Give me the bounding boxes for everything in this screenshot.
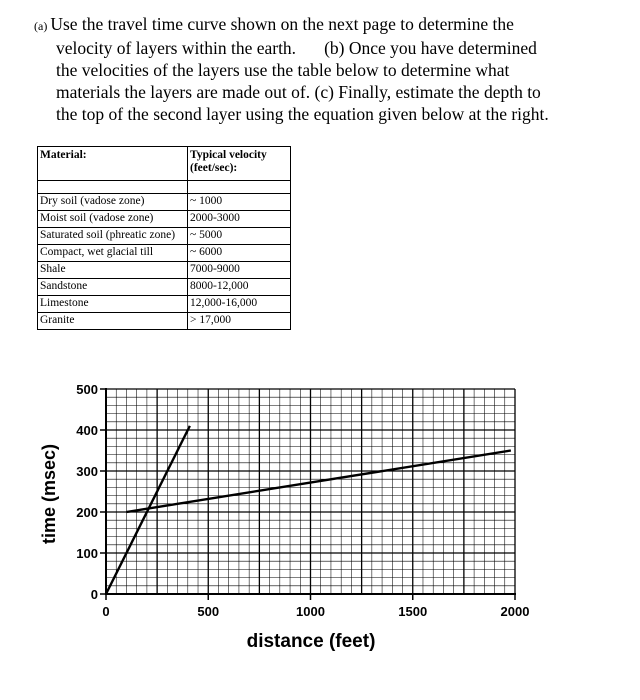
velocity-cell: ~ 6000 bbox=[188, 245, 291, 262]
velocity-cell: 12,000-16,000 bbox=[188, 296, 291, 313]
table-body bbox=[38, 194, 291, 330]
table-row bbox=[38, 245, 291, 262]
velocity-cell: 2000-3000 bbox=[188, 211, 291, 228]
question-line bbox=[34, 81, 604, 103]
velocity-header-line1: Typical velocity bbox=[190, 149, 267, 161]
x-tick-label: 2000 bbox=[500, 604, 530, 619]
x-tick-label: 0 bbox=[102, 604, 110, 619]
travel-time-chart bbox=[0, 370, 640, 670]
question-line-text: the velocities of the layers use the table below to determine what bbox=[56, 60, 510, 80]
question-text bbox=[34, 13, 604, 125]
question-line bbox=[34, 103, 604, 125]
table-row bbox=[38, 279, 291, 296]
table-row bbox=[38, 296, 291, 313]
question-line-text: materials the layers are made out of. (c) Finally, estimate the depth to bbox=[56, 82, 541, 102]
velocity-column-header bbox=[188, 147, 291, 181]
question-line bbox=[34, 37, 604, 59]
question-line-text: Once you have determined bbox=[344, 38, 537, 58]
velocity-cell: 8000-12,000 bbox=[188, 279, 291, 296]
chart-series bbox=[106, 426, 511, 594]
question-line-text: the top of the second layer using the equation given below at the right. bbox=[56, 104, 549, 124]
table-row bbox=[38, 262, 291, 279]
material-column-header: Material: bbox=[38, 147, 188, 181]
table-row bbox=[38, 313, 291, 330]
y-axis-label: time (msec) bbox=[39, 443, 59, 545]
y-tick-label: 300 bbox=[76, 464, 98, 479]
material-cell: Sandstone bbox=[38, 279, 188, 296]
material-cell: Limestone bbox=[38, 296, 188, 313]
material-cell: Shale bbox=[38, 262, 188, 279]
question-line bbox=[34, 13, 604, 37]
series-line bbox=[126, 451, 510, 513]
velocity-cell: 7000-9000 bbox=[188, 262, 291, 279]
material-cell: Compact, wet glacial till bbox=[38, 245, 188, 262]
y-tick-label: 500 bbox=[76, 382, 98, 397]
x-tick-label: 500 bbox=[197, 604, 220, 619]
table-header-row bbox=[38, 147, 291, 181]
velocity-cell: ~ 1000 bbox=[188, 194, 291, 211]
x-tick-label: 1000 bbox=[296, 604, 325, 619]
part-a-label: (a) bbox=[34, 19, 51, 33]
velocity-cell: ~ 5000 bbox=[188, 228, 291, 245]
table-spacer-row bbox=[38, 181, 291, 194]
x-axis-label: distance (feet) bbox=[246, 631, 376, 652]
question-line-text: Use the travel time curve shown on the next page to determine the bbox=[50, 14, 514, 34]
y-tick-label: 400 bbox=[76, 423, 98, 438]
material-cell: Granite bbox=[38, 313, 188, 330]
y-tick-label: 200 bbox=[76, 505, 98, 520]
material-cell: Dry soil (vadose zone) bbox=[38, 194, 188, 211]
table-row bbox=[38, 228, 291, 245]
material-cell: Moist soil (vadose zone) bbox=[38, 211, 188, 228]
material-cell: Saturated soil (phreatic zone) bbox=[38, 228, 188, 245]
question-line-text: velocity of layers within the earth. bbox=[56, 38, 297, 58]
question-line bbox=[34, 59, 604, 81]
series-line bbox=[106, 426, 190, 594]
table-row bbox=[38, 211, 291, 228]
part-b-label: (b) bbox=[324, 38, 345, 58]
velocity-cell: > 17,000 bbox=[188, 313, 291, 330]
y-tick-label: 0 bbox=[90, 587, 98, 602]
y-tick-label: 100 bbox=[76, 546, 98, 561]
velocity-header-line2: (feet/sec): bbox=[190, 162, 238, 174]
material-velocity-table bbox=[37, 146, 291, 330]
chart-ticks bbox=[76, 382, 529, 619]
table-row bbox=[38, 194, 291, 211]
x-tick-label: 1500 bbox=[398, 604, 428, 619]
